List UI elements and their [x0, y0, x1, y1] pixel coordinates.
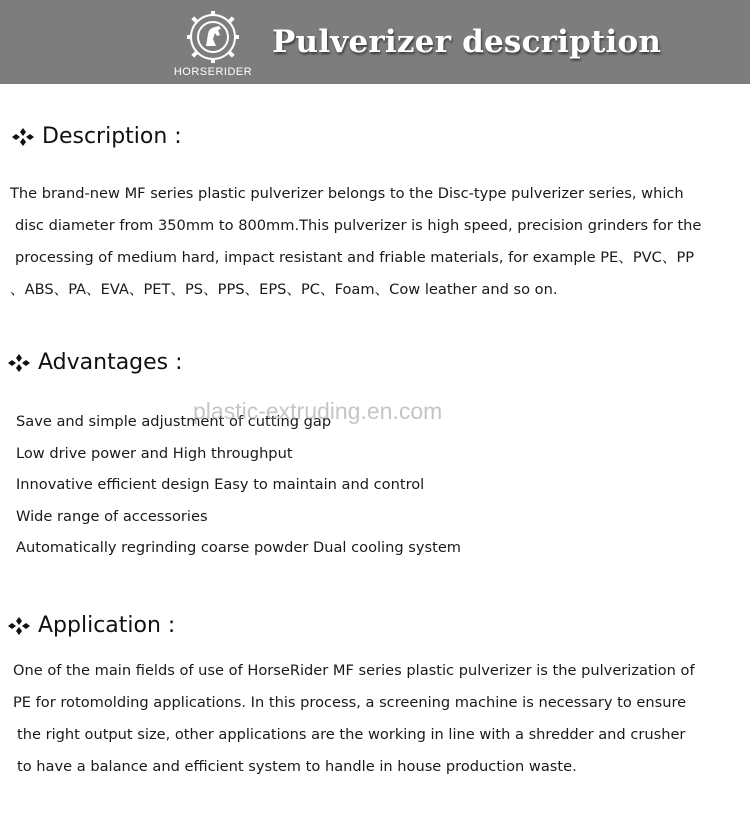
- description-line: The brand-new MF series plastic pulverizer belongs to the Disc-type pulverizer series, which: [10, 185, 684, 202]
- advantage-item: Save and simple adjustment of cutting gap: [16, 413, 332, 430]
- application-line: to have a balance and efficient system to handle in house production waste.: [17, 758, 577, 775]
- application-paragraph: [13, 655, 695, 783]
- four-diamond-bullet-icon: [10, 127, 36, 147]
- application-line: One of the main fields of use of HorseRider MF series plastic pulverizer is the pulverization of: [13, 662, 695, 679]
- page-title: Pulverizer description: [272, 24, 662, 60]
- watermark: plastic-extruding.en.com: [193, 398, 443, 424]
- description-line: 、ABS、PA、EVA、PET、PS、PPS、EPS、PC、Foam、Cow leather and so on.: [10, 281, 558, 298]
- gear-horse-icon: [182, 8, 244, 66]
- advantages-heading-text: Advantages :: [38, 350, 183, 375]
- four-diamond-bullet-icon: [6, 616, 32, 636]
- advantages-heading: [6, 350, 183, 375]
- advantage-item: Innovative efficient design Easy to maintain and control: [16, 476, 425, 493]
- description-heading: [10, 124, 182, 149]
- description-line: processing of medium hard, impact resistant and friable materials, for example PE、PVC、PP: [15, 249, 695, 266]
- description-heading-text: Description :: [42, 124, 182, 149]
- description-paragraph: [10, 178, 701, 306]
- application-heading-text: Application :: [38, 613, 176, 638]
- advantage-item: Automatically regrinding coarse powder Dual cooling system: [16, 539, 462, 556]
- description-line: disc diameter from 350mm to 800mm.This pulverizer is high speed, precision grinders for the: [15, 217, 702, 234]
- application-line: PE for rotomolding applications. In this process, a screening machine is necessary to ensure: [13, 694, 687, 711]
- advantage-item: Wide range of accessories: [16, 507, 208, 525]
- horserider-logo: [168, 8, 258, 80]
- four-diamond-bullet-icon: [6, 353, 32, 373]
- advantage-item: Low drive power and High throughput: [16, 444, 293, 462]
- application-line: the right output size, other applications are the working in line with a shredder and crusher: [17, 726, 686, 743]
- logo-text: HORSERIDER: [173, 66, 253, 78]
- page-header: [0, 0, 750, 84]
- application-heading: [6, 613, 175, 638]
- advantages-list: [16, 406, 461, 564]
